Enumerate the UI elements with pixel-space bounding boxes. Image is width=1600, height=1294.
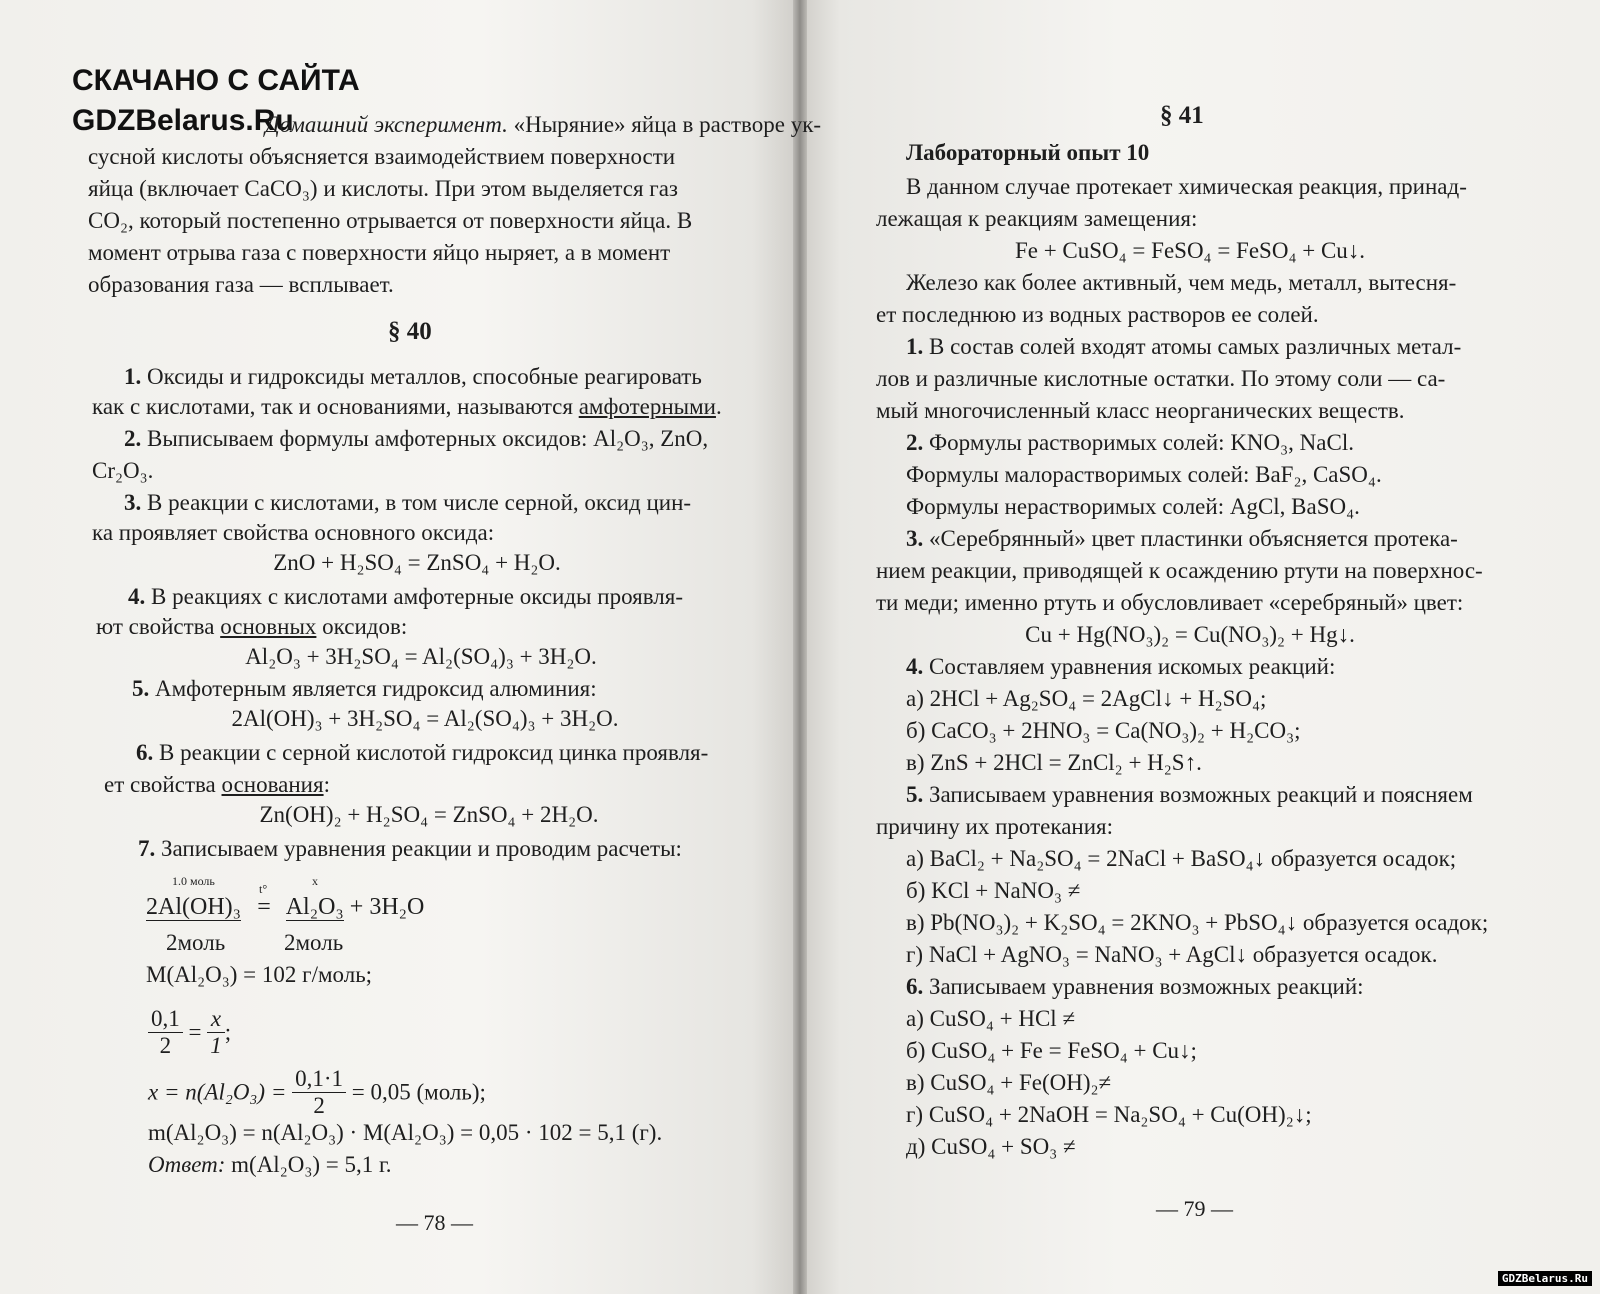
right-item-5-line-1: [906, 782, 1473, 808]
right-item-6d: г) CuSO₄ + 2NaOH = Na₂SO₄ + Cu(OH)₂↓;: [906, 1102, 1312, 1127]
right-item-2-line-2: Формулы малорастворимых солей: BaF₂, CaSO₄.: [906, 462, 1382, 487]
intro-line-1: сусной кислоты объясняется взаимодействием поверхности: [88, 144, 676, 169]
calc-molar-mass: M(Al₂O₃) = 102 г/моль;: [146, 962, 373, 987]
item-text: Записываем уравнения возможных реакций и поясняем: [923, 782, 1473, 807]
item-number: 3.: [906, 526, 924, 551]
right-item-4b: б) CaCO₃ + 2HNO₃ = Ca(NO₃)₂ + H₂CO₃;: [906, 718, 1301, 743]
item-2-line-2: Cr₂O₃.: [92, 458, 154, 483]
item-text: Формулы растворимых солей: KNO₃, NaCl.: [923, 430, 1354, 455]
denominator: 2: [159, 1033, 172, 1058]
item-number: 2.: [906, 430, 924, 455]
calc-rest: + 3H₂O: [343, 894, 425, 920]
right-item-6b: б) CuSO₄ + Fe = FeSO₄ + Cu↓;: [906, 1038, 1197, 1063]
item-3-line-2: ка проявляет свойства основного оксида:: [92, 520, 495, 545]
x-expression: x = n(Al₂O₃) =: [148, 1079, 293, 1105]
fraction-right: [207, 1006, 225, 1059]
item-text: Оксиды и гидроксиды металлов, способные реагировать: [141, 364, 702, 389]
right-item-6a: а) CuSO₄ + HCl ≠: [906, 1006, 1076, 1031]
intro-line-3: CO₂, который постепенно отрывается от поверхности яйца. В: [88, 208, 693, 233]
item-3-line-1: [124, 490, 691, 516]
calc-answer: [148, 1152, 392, 1178]
calc-below-reagent: 2моль: [166, 930, 226, 955]
underlined-term: основания: [221, 772, 324, 797]
calc-mass: m(Al₂O₃) = n(Al₂O₃) · M(Al₂O₃) = 0,05 · 102 = 5,1 (г).: [148, 1120, 663, 1145]
equation-znoh2: Zn(OH)₂ + H₂SO₄ = ZnSO₄ + 2H₂O.: [259, 802, 599, 827]
item-number: 1.: [124, 364, 142, 389]
calc-above-reagent: 1.0 моль: [172, 874, 215, 888]
arrow-label: t°: [259, 882, 268, 896]
numerator: x: [207, 1006, 225, 1033]
right-item-5-line-2: причину их протекания:: [876, 814, 1113, 839]
right-item-3-line-2: нием реакции, приводящей к осаждению ртути на поверхнос-: [876, 558, 1483, 583]
x-result: = 0,05 (моль);: [346, 1079, 486, 1105]
site-badge: GDZBelarus.Ru: [1498, 1271, 1592, 1286]
item-1-line-1: [124, 364, 702, 390]
answer-value: m(Al₂O₃) = 5,1 г.: [225, 1152, 392, 1177]
equation-cu-hg: Cu + Hg(NO₃)₂ = Cu(NO₃)₂ + Hg↓.: [1025, 622, 1355, 647]
section-heading-40: § 40: [388, 318, 432, 345]
item-text: Записываем уравнения возможных реакций:: [923, 974, 1364, 999]
item-4-line-2: [96, 614, 407, 640]
item-text: Составляем уравнения искомых реакций:: [923, 654, 1336, 679]
item-text: Записываем уравнения реакции и проводим расчеты:: [155, 836, 682, 861]
intro-line-0: [265, 112, 821, 138]
page-number-79: — 79 —: [1156, 1196, 1233, 1221]
lab-experiment-title: Лабораторный опыт 10: [906, 140, 1150, 165]
item-text: ет свойства: [104, 772, 222, 797]
item-6-line-1: [136, 740, 708, 766]
watermark-line-1: СКАЧАНО С САЙТА: [72, 64, 360, 97]
item-5-line: [132, 676, 597, 702]
right-item-4c: в) ZnS + 2HCl = ZnCl₂ + H₂S↑.: [906, 750, 1202, 775]
numerator: 0,1: [148, 1006, 183, 1033]
right-item-6-line: [906, 974, 1364, 1000]
calc-reagent: 2Al(OH)₃: [146, 894, 242, 920]
answer-label: Ответ:: [148, 1152, 226, 1177]
right-item-5c: в) Pb(NO₃)₂ + K₂SO₄ = 2KNO₃ + PbSO₄↓ образуется осадок;: [906, 910, 1489, 935]
calc-proportion: [148, 1006, 231, 1059]
item-4-line-1: [128, 584, 683, 610]
item-text: В реакциях с кислотами амфотерные оксиды проявля-: [145, 584, 683, 609]
right-line-1: В данном случае протекает химическая реакция, принад-: [906, 174, 1467, 199]
semicolon: ;: [224, 1019, 232, 1045]
right-item-6e: д) CuSO₄ + SO₃ ≠: [906, 1134, 1076, 1159]
item-text: Выписываем формулы амфотерных оксидов: Al₂O₃, ZnO,: [141, 426, 709, 451]
numerator: 0,1·1: [292, 1066, 346, 1093]
item-text: Амфотерным является гидроксид алюминия:: [149, 676, 597, 701]
right-item-1-line-2: лов и различные кислотные остатки. По этому соли — са-: [876, 366, 1446, 391]
intro-line-2: яйца (включает CaCO₃) и кислоты. При этом выделяется газ: [88, 176, 679, 201]
right-item-2-line-3: Формулы нерастворимых солей: AgCl, BaSO₄.: [906, 494, 1360, 519]
right-item-2-line-1: [906, 430, 1354, 456]
book-spine: [793, 0, 807, 1294]
calc-x-value: [148, 1066, 486, 1119]
calc-below-product: 2моль: [284, 930, 344, 955]
section-heading-41: § 41: [1160, 102, 1204, 129]
item-text: :: [323, 772, 330, 797]
item-number: 7.: [138, 836, 156, 861]
right-item-5b: б) KCl + NaNO₃ ≠: [906, 878, 1081, 903]
watermark-line-2: GDZBelarus.Ru: [72, 104, 294, 137]
right-item-5a: а) BaCl₂ + Na₂SO₄ = 2NaCl + BaSO₄↓ образуется осадок;: [906, 846, 1457, 871]
right-item-4-line: [906, 654, 1335, 680]
equation-fe-cuso4: Fe + CuSO₄ = FeSO₄ = FeSO₄ + Cu↓.: [1014, 238, 1366, 263]
intro-rest: «Ныряние» яйца в растворе ук-: [507, 112, 822, 137]
item-text: .: [715, 394, 722, 419]
item-text: В реакции с кислотами, в том числе серной, оксид цин-: [141, 490, 692, 515]
item-number: 5.: [132, 676, 150, 701]
equals-sign: =: [188, 1019, 202, 1045]
item-7-line: [138, 836, 682, 862]
fraction-x: [292, 1066, 346, 1119]
right-line-2: лежащая к реакциям замещения:: [876, 206, 1198, 231]
item-text: оксидов:: [316, 614, 408, 639]
item-number: 6.: [906, 974, 924, 999]
denominator: 1: [210, 1033, 222, 1058]
item-number: 4.: [906, 654, 924, 679]
item-text: ют свойства: [96, 614, 221, 639]
item-number: 6.: [136, 740, 154, 765]
item-6-line-2: [104, 772, 330, 798]
right-item-3-line-3: ти меди; именно ртуть и обусловливает «серебряный» цвет:: [876, 590, 1464, 615]
right-item-4a: а) 2HCl + Ag₂SO₄ = 2AgCl↓ + H₂SO₄;: [906, 686, 1267, 711]
intro-line-4: момент отрыва газа с поверхности яйцо ныряет, а в момент: [88, 240, 671, 265]
denominator: 2: [313, 1093, 325, 1118]
right-line-5: ет последнюю из водных растворов ее солей.: [876, 302, 1319, 327]
fraction-left: [148, 1006, 183, 1059]
item-number: 4.: [128, 584, 146, 609]
item-text: В состав солей входят атомы самых различных метал-: [923, 334, 1462, 359]
item-text: «Серебрянный» цвет пластинки объясняется протека-: [923, 526, 1458, 551]
right-item-1-line-3: мый многочисленный класс неорганических веществ.: [876, 398, 1405, 423]
underlined-term: основных: [220, 614, 317, 639]
item-2-line-1: [124, 426, 708, 452]
right-item-3-line-1: [906, 526, 1458, 552]
calc-above-product: x: [312, 874, 318, 888]
page-number-78: — 78 —: [396, 1210, 473, 1235]
equation-aloh3: 2Al(OH)₃ + 3H₂SO₄ = Al₂(SO₄)₃ + 3H₂O.: [231, 706, 619, 731]
item-number: 5.: [906, 782, 924, 807]
equation-al2o3: Al₂O₃ + 3H₂SO₄ = Al₂(SO₄)₃ + 3H₂O.: [245, 644, 597, 669]
item-number: 3.: [124, 490, 142, 515]
item-text: В реакции с серной кислотой гидроксид цинка проявля-: [153, 740, 709, 765]
item-number: 2.: [124, 426, 142, 451]
item-text: как с кислотами, так и основаниями, называются: [92, 394, 579, 419]
underlined-term: амфотерными: [578, 394, 716, 419]
calc-arrow: t° =: [257, 882, 271, 920]
right-item-5d: г) NaCl + AgNO₃ = NaNO₃ + AgCl↓ образуется осадок.: [906, 942, 1438, 967]
right-item-1-line-1: [906, 334, 1461, 360]
intro-line-5: образования газа — всплывает.: [88, 272, 394, 297]
right-line-4: Железо как более активный, чем медь, металл, вытесня-: [906, 270, 1457, 295]
item-number: 1.: [906, 334, 924, 359]
equation-zno: ZnO + H₂SO₄ = ZnSO₄ + H₂O.: [273, 550, 561, 575]
item-1-line-2: [92, 394, 722, 420]
intro-italic: Домашний эксперимент.: [265, 112, 508, 137]
right-item-6c: в) CuSO₄ + Fe(OH)₂≠: [906, 1070, 1112, 1095]
calc-product: Al₂O₃: [285, 894, 344, 920]
calc-reaction: [146, 882, 425, 921]
